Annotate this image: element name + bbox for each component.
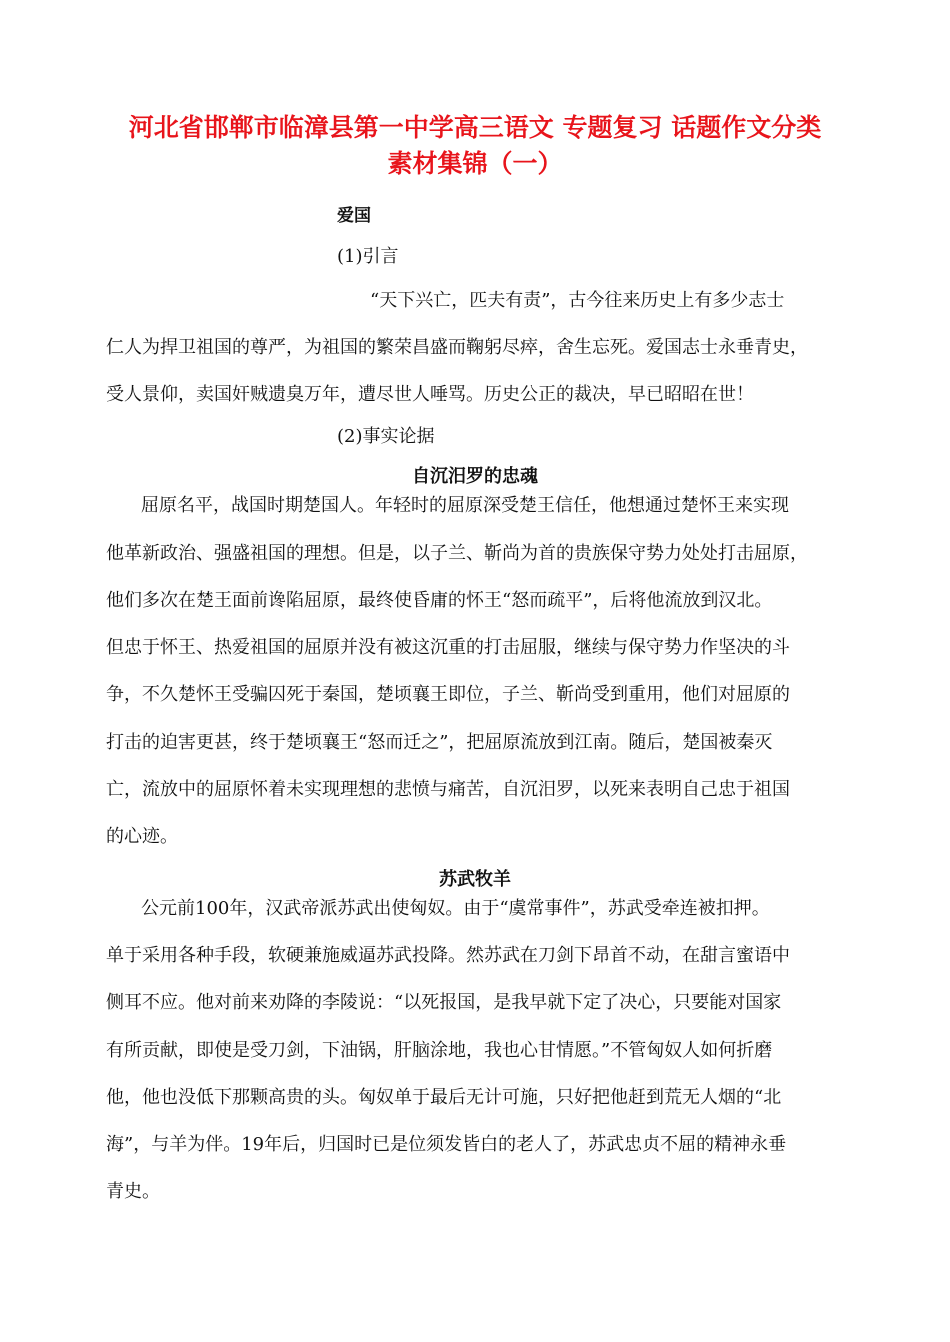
story-line: 争，不久楚怀王受骗囚死于秦国，楚顷襄王即位，子兰、靳尚受到重用，他们对屈原的 xyxy=(106,684,790,705)
section-heading: 爱国 xyxy=(337,206,371,226)
story-line: 但忠于怀王、热爱祖国的屈原并没有被这沉重的打击屈服，继续与保守势力作坚决的斗 xyxy=(106,637,790,658)
story-line: 公元前100年，汉武帝派苏武出使匈奴。由于“虞常事件”，苏武受牵连被扣押。 xyxy=(141,898,770,919)
story-line: 的心迹。 xyxy=(106,826,178,847)
story-line: 他，他也没低下那颗高贵的头。匈奴单于最后无计可施，只好把他赶到荒无人烟的“北 xyxy=(106,1087,782,1108)
story-line: 侧耳不应。他对前来劝降的李陵说：“以死报国，是我早就下定了决心，只要能对国家 xyxy=(106,992,782,1013)
story-line: 他革新政治、强盛祖国的理想。但是，以子兰、靳尚为首的贵族保守势力处处打击屈原， xyxy=(106,543,808,564)
story-line: 亡，流放中的屈原怀着未实现理想的悲愤与痛苦，自沉汨罗，以死来表明自己忠于祖国 xyxy=(106,779,790,800)
intro-line: 仁人为捍卫祖国的尊严，为祖国的繁荣昌盛而鞠躬尽瘁，舍生忘死。爱国志士永垂青史， xyxy=(106,337,808,358)
subheading-facts: (2)事实论据 xyxy=(337,426,435,447)
story-heading: 自沉汨罗的忠魂 xyxy=(412,466,538,487)
story-line: 打击的迫害更甚，终于楚顷襄王“怒而迁之”，把屈原流放到江南。随后，楚国被秦灭 xyxy=(106,732,773,753)
story-line: 有所贡献，即使是受刀剑，下油锅，肝脑涂地，我也心甘情愿。”不管匈奴人如何折磨 xyxy=(106,1040,773,1061)
story-line: 海”，与羊为伴。19年后，归国时已是位须发皆白的老人了，苏武忠贞不屈的精神永垂 xyxy=(106,1134,787,1155)
intro-line: “天下兴亡，匹夫有责”，古今往来历史上有多少志士 xyxy=(370,290,785,311)
story-line: 他们多次在楚王面前谗陷屈原，最终使昏庸的怀王“怒而疏平”，后将他流放到汉北。 xyxy=(106,590,773,611)
story-line: 青史。 xyxy=(106,1181,160,1202)
document-title xyxy=(80,110,870,182)
story-line: 屈原名平，战国时期楚国人。年轻时的屈原深受楚王信任，他想通过楚怀王来实现 xyxy=(141,495,789,516)
title-line-1: 河北省邯郸市临漳县第一中学高三语文 专题复习 话题作文分类 xyxy=(128,113,822,142)
story-line: 单于采用各种手段，软硬兼施威逼苏武投降。然苏武在刀剑下昂首不动，在甜言蜜语中 xyxy=(106,945,790,966)
title-line-2: 素材集锦（一） xyxy=(387,149,563,178)
story-heading: 苏武牧羊 xyxy=(439,869,511,890)
subheading-intro: (1)引言 xyxy=(337,246,399,267)
intro-line: 受人景仰，卖国奸贼遗臭万年，遭尽世人唾骂。历史公正的裁决，早已昭昭在世！ xyxy=(106,384,754,405)
